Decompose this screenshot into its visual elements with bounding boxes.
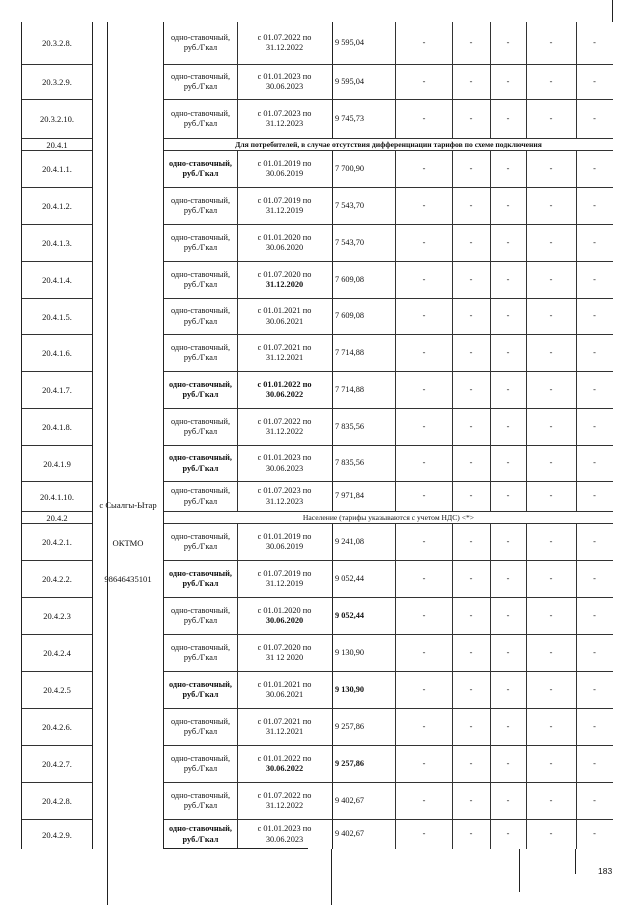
empty-value: -: [526, 746, 577, 782]
scan-line: [519, 849, 520, 892]
period-cell: с 01.07.2023 по 31.12.2023: [237, 482, 333, 511]
empty-value: -: [490, 635, 527, 671]
period-cell: с 01.01.2019 по 30.06.2019: [237, 524, 333, 560]
empty-value: -: [490, 746, 527, 782]
empty-value: -: [593, 37, 596, 47]
empty-value: -: [593, 200, 596, 210]
empty-value: -: [593, 684, 596, 694]
row-number: 20.4.2.4: [22, 635, 92, 672]
table-row: [164, 598, 613, 635]
unit-cell: одно-ставочный, руб./Гкал: [164, 598, 238, 634]
row-number: 20.3.2.10.: [22, 100, 92, 139]
empty-value: -: [396, 65, 453, 99]
row-number-column: [21, 22, 93, 849]
empty-value: -: [396, 482, 453, 511]
empty-value: -: [490, 335, 527, 371]
period-cell: с 01.01.2019 по 30.06.2019: [237, 151, 333, 187]
tariff-value: 9 130,90: [332, 672, 396, 708]
table-row: [164, 746, 613, 783]
empty-value: -: [593, 721, 596, 731]
empty-value: -: [396, 262, 453, 298]
empty-value: -: [593, 163, 596, 173]
table-row: [164, 151, 613, 188]
empty-value: -: [396, 598, 453, 634]
empty-value: -: [490, 22, 527, 64]
row-number: 20.4.2.1.: [22, 524, 92, 561]
empty-value: -: [452, 22, 491, 64]
empty-value: -: [593, 311, 596, 321]
empty-value: -: [490, 372, 527, 408]
empty-value: -: [526, 598, 577, 634]
period-cell: с 01.01.2022 по 30.06.2022: [237, 372, 333, 408]
empty-value: -: [396, 561, 453, 597]
row-number: 20.4.1.1.: [22, 151, 92, 188]
period-cell: с 01.01.2023 по 30.06.2023: [237, 65, 333, 99]
empty-value: -: [452, 225, 491, 261]
empty-value: -: [593, 758, 596, 768]
row-number: 20.4.1.4.: [22, 262, 92, 299]
unit-cell: одно-ставочный, руб./Гкал: [164, 335, 238, 371]
row-number: 20.4.2.7.: [22, 746, 92, 783]
empty-value: -: [490, 188, 527, 224]
table-row: [164, 672, 613, 709]
row-number: 20.3.2.8.: [22, 22, 92, 65]
table-row: [164, 299, 613, 335]
empty-value: -: [396, 151, 453, 187]
page-number: 183: [598, 866, 613, 876]
period-cell: с 01.07.2020 по 31 12 2020: [237, 635, 333, 671]
table-row: [164, 820, 613, 849]
empty-value: -: [396, 22, 453, 64]
empty-value: -: [452, 783, 491, 819]
empty-value: -: [593, 610, 596, 620]
unit-cell: одно-ставочный, руб./Гкал: [164, 820, 238, 849]
table-row: [164, 635, 613, 672]
unit-cell: одно-ставочный, руб./Гкал: [164, 100, 238, 138]
empty-value: -: [452, 65, 491, 99]
empty-value: -: [593, 491, 596, 501]
row-number: 20.4.2.5: [22, 672, 92, 709]
tariff-value: 9 402,67: [332, 783, 396, 819]
empty-value: -: [593, 274, 596, 284]
unit-cell: одно-ставочный, руб./Гкал: [164, 409, 238, 445]
empty-value: -: [593, 647, 596, 657]
empty-value: -: [526, 22, 577, 64]
empty-value: -: [526, 820, 577, 849]
empty-value: -: [396, 188, 453, 224]
table-row: [164, 100, 613, 139]
empty-value: -: [490, 709, 527, 745]
period-cell: с 01.01.2021 по 30.06.2021: [237, 672, 333, 708]
empty-value: -: [396, 783, 453, 819]
period-cell: с 01.07.2019 по 31.12.2019: [237, 188, 333, 224]
empty-value: -: [490, 561, 527, 597]
unit-cell: одно-ставочный, руб./Гкал: [164, 22, 238, 64]
empty-value: -: [593, 76, 596, 86]
empty-value: -: [452, 409, 491, 445]
empty-value: -: [490, 598, 527, 634]
row-number: 20.4.2.6.: [22, 709, 92, 746]
row-number: 20.4.1.2.: [22, 188, 92, 225]
tariff-value: 7 609,08: [332, 299, 396, 334]
tariff-value: 9 257,86: [332, 709, 396, 745]
empty-value: -: [526, 672, 577, 708]
empty-value: -: [593, 421, 596, 431]
empty-value: -: [526, 262, 577, 298]
empty-value: -: [490, 783, 527, 819]
empty-value: -: [396, 524, 453, 560]
empty-value: -: [396, 635, 453, 671]
empty-value: -: [490, 151, 527, 187]
empty-value: -: [396, 225, 453, 261]
unit-cell: одно-ставочный, руб./Гкал: [164, 482, 238, 511]
empty-value: -: [452, 635, 491, 671]
empty-value: -: [593, 829, 596, 839]
table-row: [164, 262, 613, 299]
table-row: [164, 225, 613, 262]
row-number: 20.4.1: [22, 139, 92, 151]
empty-value: -: [452, 746, 491, 782]
tariff-value: 9 402,67: [332, 820, 396, 849]
period-cell: с 01.07.2023 по 31.12.2023: [237, 100, 333, 138]
period-cell: с 01.01.2021 по 30.06.2021: [237, 299, 333, 334]
tariff-value: 9 052,44: [332, 561, 396, 597]
empty-value: -: [396, 299, 453, 334]
unit-cell: одно-ставочный, руб./Гкал: [164, 672, 238, 708]
empty-value: -: [452, 524, 491, 560]
empty-value: -: [452, 262, 491, 298]
unit-cell: одно-ставочный, руб./Гкал: [164, 446, 238, 481]
row-number: 20.4.1.7.: [22, 372, 92, 409]
unit-cell: одно-ставочный, руб./Гкал: [164, 561, 238, 597]
period-cell: с 01.01.2023 по 30.06.2023: [237, 820, 333, 849]
empty-value: -: [526, 635, 577, 671]
table-row: [164, 22, 613, 65]
empty-value: -: [526, 335, 577, 371]
period-cell: с 01.01.2020 по 30.06.2020: [237, 225, 333, 261]
table-row: [164, 482, 613, 512]
table-row: [164, 409, 613, 446]
unit-cell: одно-ставочный, руб./Гкал: [164, 188, 238, 224]
table-bottom-border: [163, 848, 308, 849]
unit-cell: одно-ставочный, руб./Гкал: [164, 372, 238, 408]
table-row: [164, 372, 613, 409]
empty-value: -: [490, 225, 527, 261]
empty-value: -: [526, 65, 577, 99]
period-cell: с 01.01.2023 по 30.06.2023: [237, 446, 333, 481]
period-cell: с 01.01.2020 по 30.06.2020: [237, 598, 333, 634]
empty-value: -: [526, 100, 577, 138]
empty-value: -: [490, 820, 527, 849]
empty-value: -: [452, 100, 491, 138]
empty-value: -: [593, 113, 596, 123]
column-divider: [107, 22, 108, 905]
tariff-value: 7 835,56: [332, 409, 396, 445]
row-number: 20.4.1.10.: [22, 482, 92, 512]
row-number: 20.4.1.3.: [22, 225, 92, 262]
tariff-table: [163, 22, 613, 849]
empty-value: -: [452, 672, 491, 708]
empty-value: -: [526, 151, 577, 187]
row-number: 20.4.2.2.: [22, 561, 92, 598]
empty-value: -: [452, 299, 491, 334]
period-cell: с 01.07.2021 по 31.12.2021: [237, 709, 333, 745]
unit-cell: одно-ставочный, руб./Гкал: [164, 151, 238, 187]
empty-value: -: [490, 482, 527, 511]
empty-value: -: [396, 372, 453, 408]
table-row: [164, 446, 613, 482]
empty-value: -: [526, 372, 577, 408]
empty-value: -: [452, 151, 491, 187]
empty-value: -: [452, 482, 491, 511]
empty-value: -: [526, 524, 577, 560]
empty-value: -: [593, 458, 596, 468]
empty-value: -: [452, 820, 491, 849]
row-number: 20.3.2.9.: [22, 65, 92, 100]
empty-value: -: [396, 672, 453, 708]
tariff-value: 7 543,70: [332, 225, 396, 261]
period-cell: с 01.07.2022 по 31.12.2022: [237, 783, 333, 819]
scan-line: [331, 849, 332, 905]
table-row: [164, 783, 613, 820]
period-cell: с 01.01.2022 по 30.06.2022: [237, 746, 333, 782]
empty-value: -: [490, 524, 527, 560]
empty-value: -: [526, 299, 577, 334]
empty-value: -: [452, 446, 491, 481]
oktmo-code: 98646435101: [104, 574, 152, 584]
row-number: 20.4.2.8.: [22, 783, 92, 820]
empty-value: -: [526, 446, 577, 481]
empty-value: -: [396, 446, 453, 481]
empty-value: -: [526, 709, 577, 745]
tariff-value: 7 835,56: [332, 446, 396, 481]
empty-value: -: [396, 746, 453, 782]
table-row: [164, 65, 613, 100]
empty-value: -: [490, 409, 527, 445]
period-cell: с 01.07.2021 по 31.12.2021: [237, 335, 333, 371]
empty-value: -: [490, 299, 527, 334]
tariff-value: 7 971,84: [332, 482, 396, 511]
empty-value: -: [452, 709, 491, 745]
empty-value: -: [593, 536, 596, 546]
unit-cell: одно-ставочный, руб./Гкал: [164, 635, 238, 671]
tariff-value: 7 609,08: [332, 262, 396, 298]
tariff-value: 7 543,70: [332, 188, 396, 224]
row-number: 20.4.2.9.: [42, 829, 72, 840]
table-row: [164, 561, 613, 598]
table-row: [164, 524, 613, 561]
empty-value: -: [593, 795, 596, 805]
tariff-value: 9 052,44: [332, 598, 396, 634]
row-number: 20.4.1.9: [22, 446, 92, 482]
empty-value: -: [526, 482, 577, 511]
empty-value: -: [490, 446, 527, 481]
empty-value: -: [526, 225, 577, 261]
empty-value: -: [593, 347, 596, 357]
tariff-value: 9 595,04: [332, 65, 396, 99]
tariff-value: 9 745,73: [332, 100, 396, 138]
unit-cell: одно-ставочный, руб./Гкал: [164, 524, 238, 560]
empty-value: -: [452, 335, 491, 371]
row-number: 20.4.2.3: [22, 598, 92, 635]
tariff-value: 7 700,90: [332, 151, 396, 187]
tariff-value: 9 130,90: [332, 635, 396, 671]
unit-cell: одно-ставочный, руб./Гкал: [164, 746, 238, 782]
empty-value: -: [452, 598, 491, 634]
empty-value: -: [490, 672, 527, 708]
settlement-name: с Сыалгы-Ытар: [99, 500, 157, 510]
empty-value: -: [490, 65, 527, 99]
empty-value: -: [452, 188, 491, 224]
empty-value: -: [593, 573, 596, 583]
period-cell: с 01.07.2022 по 31.12.2022: [237, 409, 333, 445]
empty-value: -: [490, 262, 527, 298]
section-header: Население (тарифы указываются с учетом НДС) <*>: [164, 512, 613, 524]
empty-value: -: [396, 709, 453, 745]
period-cell: с 01.07.2022 по 31.12.2022: [237, 22, 333, 64]
row-number: 20.4.1.8.: [22, 409, 92, 446]
empty-value: -: [396, 409, 453, 445]
oktmo-label: ОКТМО: [112, 538, 144, 548]
empty-value: -: [396, 335, 453, 371]
period-cell: с 01.07.2020 по 31.12.2020: [237, 262, 333, 298]
empty-value: -: [396, 820, 453, 849]
empty-value: -: [526, 409, 577, 445]
empty-value: -: [593, 384, 596, 394]
empty-value: -: [526, 188, 577, 224]
empty-value: -: [452, 561, 491, 597]
empty-value: -: [452, 372, 491, 408]
unit-cell: одно-ставочный, руб./Гкал: [164, 65, 238, 99]
period-cell: с 01.07.2019 по 31.12.2019: [237, 561, 333, 597]
scan-line: [612, 0, 613, 22]
scan-line: [575, 849, 576, 874]
empty-value: -: [526, 783, 577, 819]
tariff-value: 7 714,88: [332, 335, 396, 371]
unit-cell: одно-ставочный, руб./Гкал: [164, 709, 238, 745]
row-number: 20.4.2: [22, 512, 92, 524]
empty-value: -: [526, 561, 577, 597]
tariff-value: 7 714,88: [332, 372, 396, 408]
section-header: Для потребителей, в случае отсутствия дифференциации тарифов по схеме подключения: [164, 139, 613, 151]
tariff-value: 9 241,08: [332, 524, 396, 560]
table-row: [164, 335, 613, 372]
unit-cell: одно-ставочный, руб./Гкал: [164, 225, 238, 261]
table-row: [164, 709, 613, 746]
row-number: 20.4.1.5.: [22, 299, 92, 335]
empty-value: -: [593, 237, 596, 247]
row-number: 20.4.1.6.: [22, 335, 92, 372]
tariff-value: 9 257,86: [332, 746, 396, 782]
table-row: [164, 188, 613, 225]
unit-cell: одно-ставочный, руб./Гкал: [164, 262, 238, 298]
unit-cell: одно-ставочный, руб./Гкал: [164, 783, 238, 819]
tariff-value: 9 595,04: [332, 22, 396, 64]
empty-value: -: [490, 100, 527, 138]
unit-cell: одно-ставочный, руб./Гкал: [164, 299, 238, 334]
empty-value: -: [396, 100, 453, 138]
